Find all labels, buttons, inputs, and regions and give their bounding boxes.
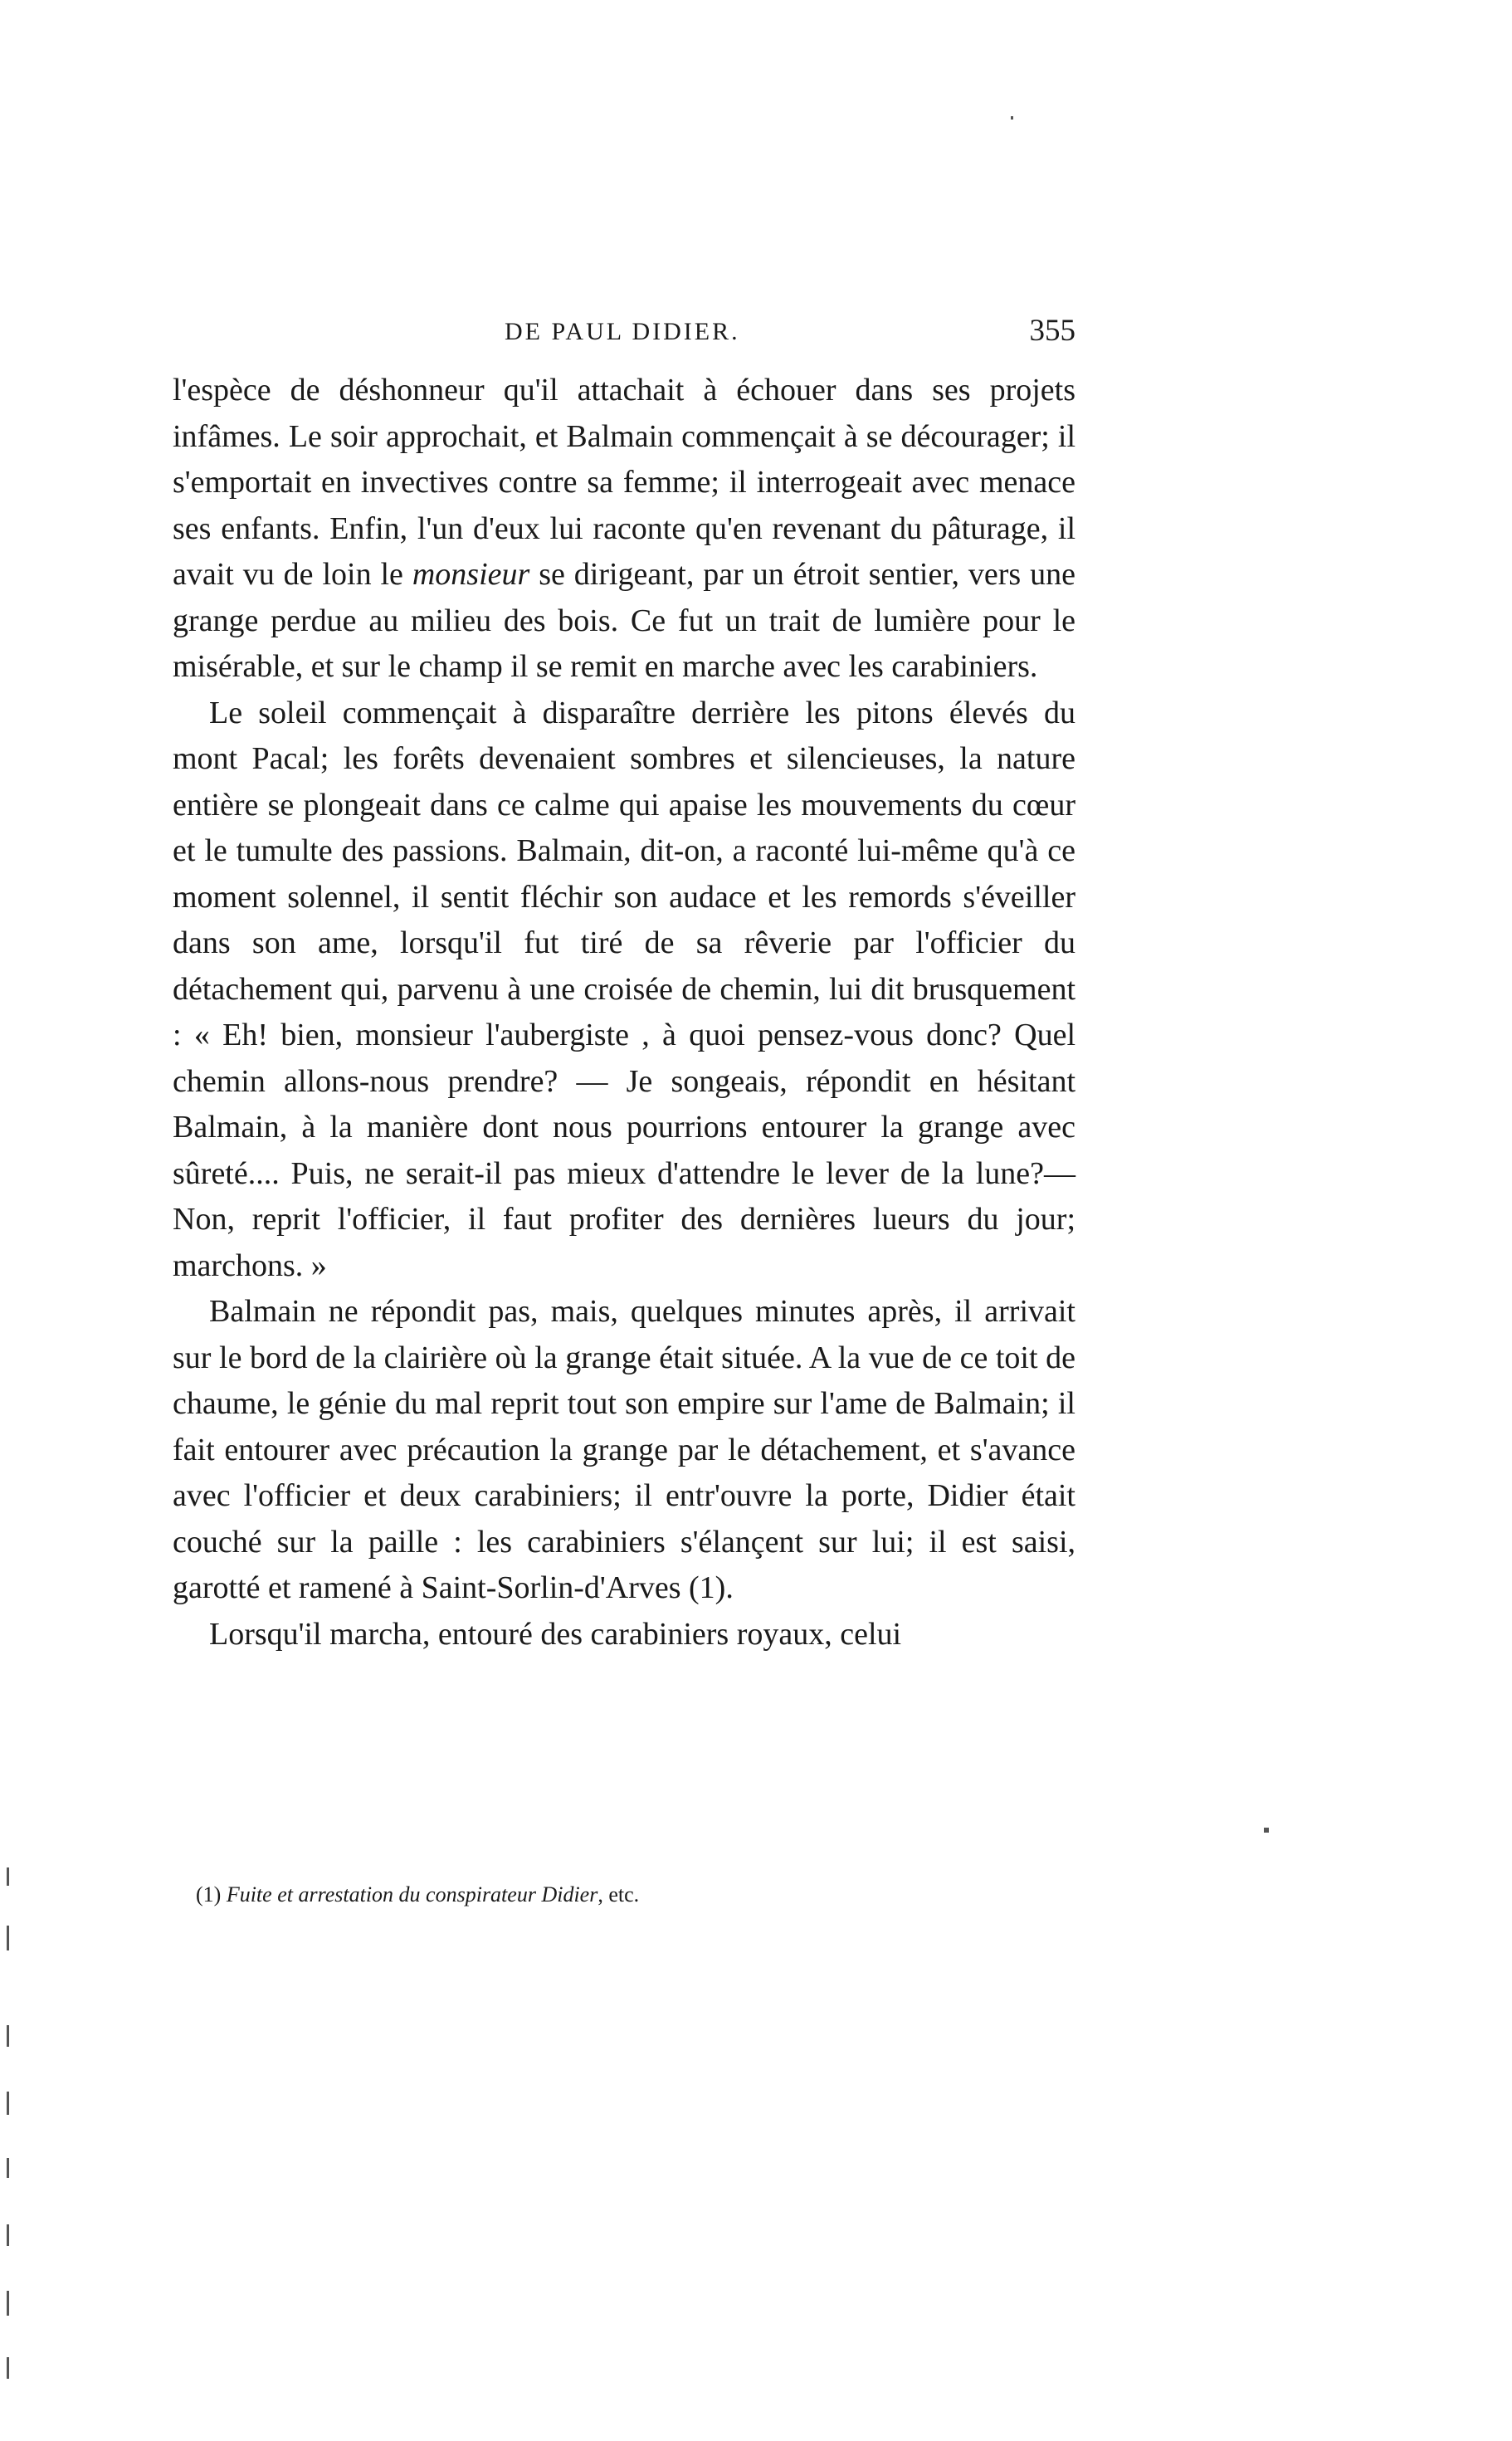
- paragraph-3: Balmain ne répondit pas, mais, quelques minutes après, il arrivait sur le bord de la clairière où la grange était située. A la vue de ce toit de chaume, le génie du mal reprit tout son empire sur l'ame de Balmain; il fait entourer avec précaution la grange par le détachement, et s'avance avec l'officier et deux carabiniers; il entr'ouvre la porte, Didier était couché sur la paille : les carabiniers s'élançent sur lui; il est saisi, garotté et ramené à Saint-Sorlin-d'Arves (1).: [173, 1294, 1075, 1605]
- margin-mark: [7, 1867, 9, 1886]
- margin-mark: [7, 2158, 9, 2178]
- margin-mark: [7, 2291, 9, 2316]
- scan-speck: [1011, 116, 1013, 120]
- running-head: [173, 311, 1075, 361]
- margin-mark: [7, 1926, 9, 1950]
- paragraph-1-text-b: se dirigeant, par un étroit sentier, vers une grange perdue au milieu des bois. Ce fut un trait de lumière pour le misérable, et sur le champ il se remit en marche avec les carabiniers.: [173, 557, 1075, 684]
- footnote-etc: , etc.: [597, 1882, 640, 1906]
- margin-mark: [7, 2357, 9, 2379]
- italic-monsieur: monsieur: [412, 557, 530, 592]
- paragraph-2: Le soleil commençait à disparaître derrière les pitons élevés du mont Pacal; les forêts devenaient sombres et silencieuses, la nature entière se plongeait dans ce calme qui apaise les mouvements du cœur et le tumulte des passions. Balmain, dit-on, a raconté lui-même qu'à ce moment solennel, il sentit fléchir son audace et les remords s'éveiller dans son ame, lorsqu'il fut tiré de sa rêverie par l'officier du détachement qui, parvenu à une croisée de chemin, lui dit brusquement : « Eh! bien, monsieur l'aubergiste , à quoi pensez-vous donc? Quel chemin allons-nous prendre? — Je songeais, répondit en hésitant Balmain, à la manière dont nous pourrions entourer la grange avec sûreté.... Puis, ne serait-il pas mieux d'attendre le lever de la lune?—Non, reprit l'officier, il faut profiter des dernières lueurs du jour; marchons. »: [173, 695, 1075, 1283]
- body-text: [173, 368, 1075, 1657]
- margin-mark: [7, 2025, 9, 2047]
- footnote: [196, 1882, 639, 1907]
- page-number: 355: [1029, 314, 1075, 348]
- running-title: DE PAUL DIDIER.: [505, 318, 740, 345]
- paragraph-1: [173, 368, 1075, 691]
- book-page: [173, 311, 1075, 1657]
- margin-mark: [7, 2092, 9, 2115]
- margin-mark: [7, 2224, 9, 2246]
- footnote-mark: (1): [196, 1882, 222, 1906]
- paragraph-4: Lorsqu'il marcha, entouré des carabiniers royaux, celui: [209, 1616, 902, 1652]
- paragraph-1-text-a: l'espèce de déshonneur qu'il attachait à échouer dans ses projets infâmes. Le soir approchait, et Balmain commençait à se décourager; il s'emportait en invectives contre sa femme; il interrogeait avec menace ses enfants. Enfin, l'un d'eux lui raconte qu'en revenant du pâturage, il avait vu de loin le: [173, 373, 1075, 592]
- scan-speck: [1264, 1828, 1269, 1833]
- footnote-text: Fuite et arrestation du conspirateur Didier: [226, 1882, 598, 1906]
